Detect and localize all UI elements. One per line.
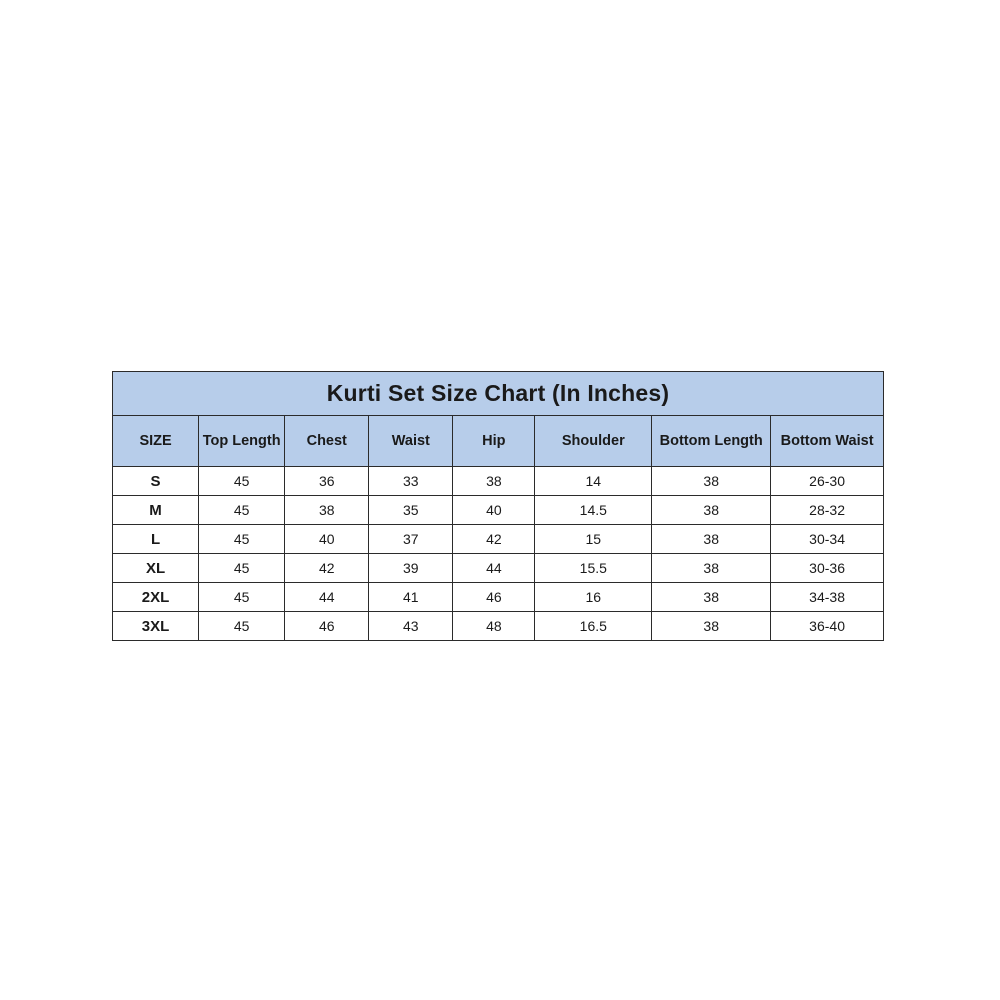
- cell-size: 2XL: [113, 583, 199, 612]
- cell-chest: 46: [285, 612, 369, 641]
- cell-chest: 42: [285, 554, 369, 583]
- table-row: [113, 467, 884, 496]
- table-row: [113, 612, 884, 641]
- column-header-waist: Waist: [369, 416, 453, 467]
- cell-chest: 40: [285, 525, 369, 554]
- cell-bottom-waist: 28-32: [771, 496, 884, 525]
- cell-top-length: 45: [199, 525, 285, 554]
- cell-shoulder: 14.5: [535, 496, 652, 525]
- cell-bottom-length: 38: [652, 583, 771, 612]
- cell-bottom-waist: 30-34: [771, 525, 884, 554]
- table-title-row: [113, 372, 884, 416]
- table-row: [113, 554, 884, 583]
- cell-hip: 44: [453, 554, 535, 583]
- chart-title: Kurti Set Size Chart (In Inches): [113, 372, 884, 416]
- cell-hip: 40: [453, 496, 535, 525]
- cell-size: S: [113, 467, 199, 496]
- cell-shoulder: 15.5: [535, 554, 652, 583]
- cell-shoulder: 14: [535, 467, 652, 496]
- cell-top-length: 45: [199, 583, 285, 612]
- cell-chest: 36: [285, 467, 369, 496]
- cell-size: M: [113, 496, 199, 525]
- cell-hip: 48: [453, 612, 535, 641]
- cell-hip: 46: [453, 583, 535, 612]
- cell-top-length: 45: [199, 612, 285, 641]
- cell-top-length: 45: [199, 496, 285, 525]
- cell-bottom-length: 38: [652, 612, 771, 641]
- cell-shoulder: 16: [535, 583, 652, 612]
- cell-waist: 33: [369, 467, 453, 496]
- cell-waist: 35: [369, 496, 453, 525]
- cell-bottom-waist: 30-36: [771, 554, 884, 583]
- cell-waist: 41: [369, 583, 453, 612]
- cell-bottom-waist: 26-30: [771, 467, 884, 496]
- cell-shoulder: 15: [535, 525, 652, 554]
- cell-bottom-length: 38: [652, 525, 771, 554]
- table-row: [113, 496, 884, 525]
- column-header-bottom-length: Bottom Length: [652, 416, 771, 467]
- column-header-chest: Chest: [285, 416, 369, 467]
- cell-hip: 42: [453, 525, 535, 554]
- table-row: [113, 583, 884, 612]
- column-header-top-length: Top Length: [199, 416, 285, 467]
- column-header-size: SIZE: [113, 416, 199, 467]
- cell-top-length: 45: [199, 554, 285, 583]
- cell-shoulder: 16.5: [535, 612, 652, 641]
- column-header-bottom-waist: Bottom Waist: [771, 416, 884, 467]
- cell-bottom-waist: 34-38: [771, 583, 884, 612]
- cell-bottom-length: 38: [652, 554, 771, 583]
- cell-top-length: 45: [199, 467, 285, 496]
- cell-chest: 44: [285, 583, 369, 612]
- cell-size: XL: [113, 554, 199, 583]
- cell-size: 3XL: [113, 612, 199, 641]
- table-header-row: [113, 416, 884, 467]
- size-chart-table: [112, 371, 884, 641]
- cell-bottom-length: 38: [652, 467, 771, 496]
- column-header-shoulder: Shoulder: [535, 416, 652, 467]
- cell-waist: 39: [369, 554, 453, 583]
- cell-bottom-waist: 36-40: [771, 612, 884, 641]
- cell-waist: 43: [369, 612, 453, 641]
- cell-bottom-length: 38: [652, 496, 771, 525]
- column-header-hip: Hip: [453, 416, 535, 467]
- table-row: [113, 525, 884, 554]
- cell-waist: 37: [369, 525, 453, 554]
- cell-chest: 38: [285, 496, 369, 525]
- cell-size: L: [113, 525, 199, 554]
- cell-hip: 38: [453, 467, 535, 496]
